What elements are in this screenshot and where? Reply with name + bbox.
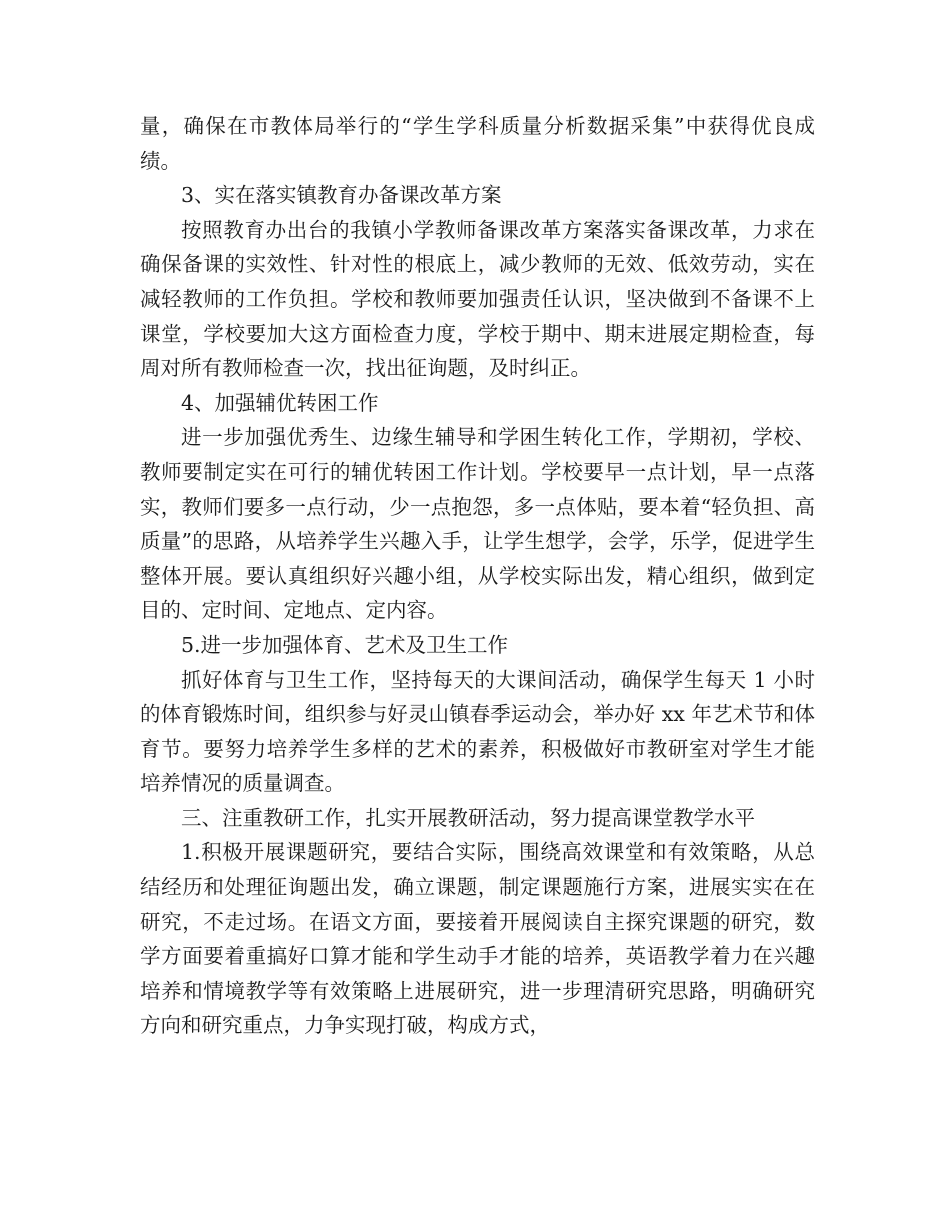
section-heading-5: 5.进一步加强体育、艺术及卫生工作 [181, 632, 509, 657]
document-body [140, 109, 815, 1043]
paragraph-research-projects: 1.积极开展课题研究，要结合实际，围绕高效课堂和有效策略，从总结经历和处理征询题出发，确立课题，制定课题施行方案，进展实实在在研究，不走过场。在语文方面，要接着开展阅读自主探究课题的研究，数学方面要着重搞好口算才能和学生动手才能的培养，英语教学着力在兴趣培养和情境教学等有效策略上进展研究，进一步理清研究思路，明确研究方向和研究重点，力争实现打破，构成方式， [140, 840, 815, 1038]
section-heading-3: 3、实在落实镇教育办备课改革方案 [181, 183, 502, 208]
paragraph-continuation: 量，确保在市教体局举行的“学生学科质量分析数据采集”中获得优良成绩。 [140, 114, 815, 173]
paragraph-sports-arts-health: 抓好体育与卫生工作，坚持每天的大课间活动，确保学生每天 1 小时的体育锻炼时间，组织参与好灵山镇春季运动会，举办好 xx 年艺术节和体育节。要努力培养学生多样的艺术的素养，积极做好市教研室对学生才能培养情况的质量调查。 [140, 667, 815, 796]
section-heading-part-three: 三、注重教研工作，扎实开展教研活动，努力提高课堂教学水平 [181, 805, 755, 830]
paragraph-tutoring-work: 进一步加强优秀生、边缘生辅导和学困生转化工作，学期初，学校、教师要制定实在可行的辅优转困工作计划。学校要早一点计划，早一点落实，教师们要多一点行动，少一点抱怨，多一点体贴，要本着“轻负担、高质量”的思路，从培养学生兴趣入手，让学生想学，会学，乐学，促进学生整体开展。要认真组织好兴趣小组，从学校实际出发，精心组织，做到定目的、定时间、定地点、定内容。 [140, 425, 815, 623]
section-heading-4: 4、加强辅优转困工作 [181, 390, 379, 415]
paragraph-lesson-prep-reform: 按照教育办出台的我镇小学教师备课改革方案落实备课改革，力求在确保备课的实效性、针对性的根底上，减少教师的无效、低效劳动，实在减轻教师的工作负担。学校和教师要加强责任认识，坚决做到不备课不上课堂，学校要加大这方面检查力度，学校于期中、期末进展定期检查，每周对所有教师检查一次，找出征询题，及时纠正。 [140, 217, 815, 381]
